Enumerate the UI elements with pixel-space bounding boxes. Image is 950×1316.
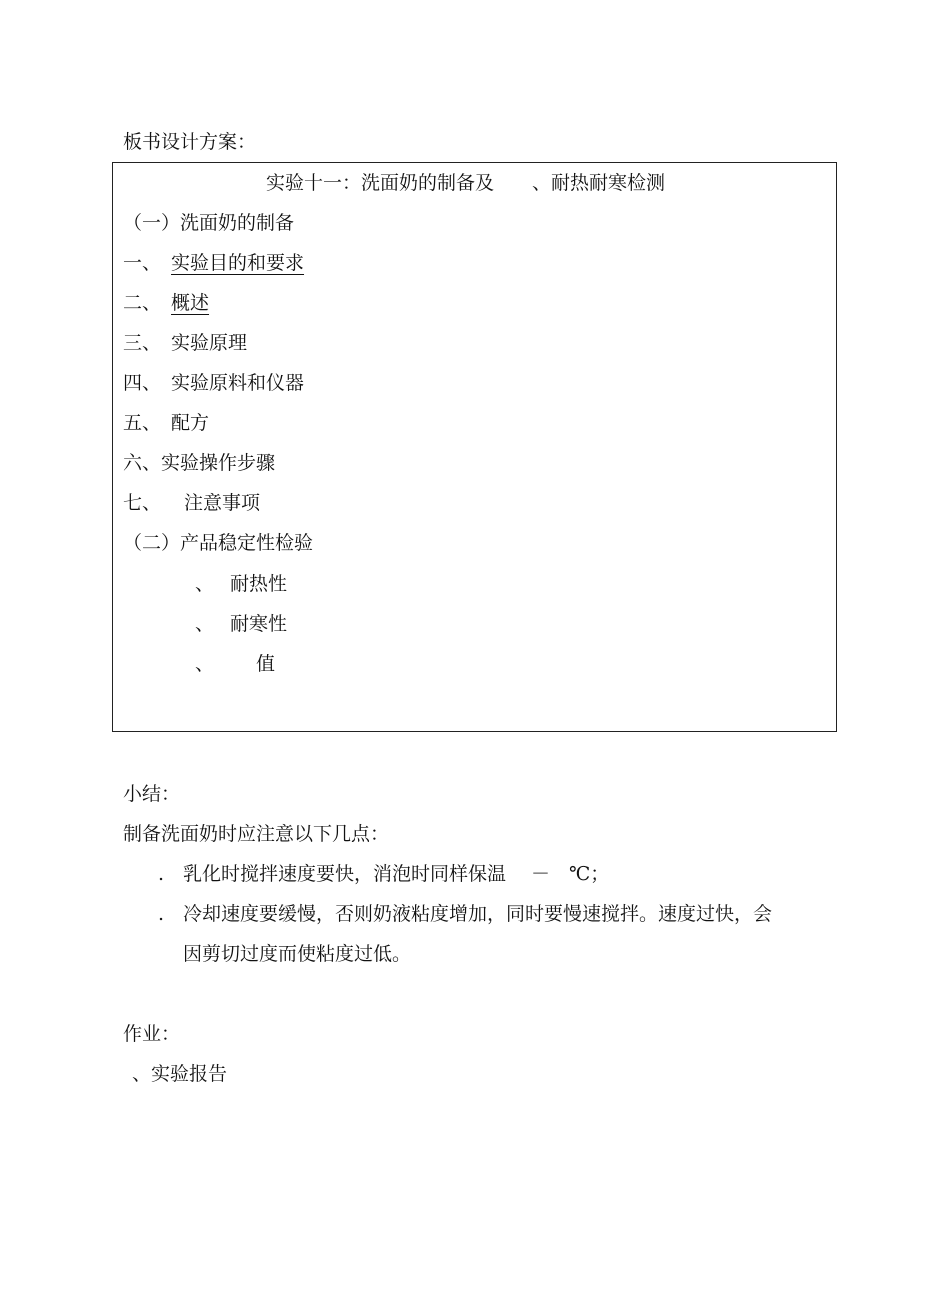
item-label: 实验原理 bbox=[171, 332, 248, 354]
list-item bbox=[195, 652, 275, 676]
item-label: 注意事项 bbox=[184, 492, 261, 514]
summary-heading: 小结： bbox=[123, 783, 181, 805]
board-title: 实验十一：洗面奶的制备及 、耐热耐寒检测 bbox=[266, 172, 666, 194]
summary-point-marker: . bbox=[158, 903, 165, 925]
item-number: 、 bbox=[195, 573, 215, 595]
list-item bbox=[123, 251, 304, 275]
item-number: 四、 bbox=[123, 372, 162, 394]
item-label: 实验操作步骤 bbox=[161, 452, 276, 474]
homework-item: 、实验报告 bbox=[132, 1063, 228, 1085]
list-item bbox=[195, 612, 287, 636]
list-item bbox=[123, 411, 209, 435]
item-number: 三、 bbox=[123, 332, 162, 354]
item-number: 一、 bbox=[123, 252, 162, 274]
item-label: 实验目的和要求 bbox=[171, 252, 305, 274]
summary-point-text: 冷却速度要缓慢，否则奶液粘度增加，同时要慢速搅拌。速度过快，会 bbox=[183, 903, 773, 925]
item-number: 、 bbox=[195, 653, 215, 675]
list-item bbox=[123, 371, 304, 395]
summary-point-text-continued: 因剪切过度而使粘度过低。 bbox=[183, 943, 412, 965]
list-item bbox=[123, 491, 260, 515]
part2-heading: （二）产品稳定性检验 bbox=[123, 532, 314, 554]
summary-point-marker: . bbox=[158, 863, 165, 885]
summary-intro: 制备洗面奶时应注意以下几点： bbox=[123, 823, 390, 845]
item-label: 实验原料和仪器 bbox=[171, 372, 305, 394]
summary-point-text: 乳化时搅拌速度要快，消泡时同样保温 － ℃； bbox=[183, 863, 610, 885]
item-label: 值 bbox=[256, 653, 276, 675]
list-item bbox=[123, 331, 247, 355]
list-item bbox=[123, 451, 275, 475]
item-number: 五、 bbox=[123, 412, 162, 434]
item-label: 耐热性 bbox=[230, 573, 288, 595]
homework-heading: 作业： bbox=[123, 1023, 181, 1045]
item-label: 耐寒性 bbox=[230, 613, 288, 635]
item-number: 六、 bbox=[123, 452, 162, 474]
board-design-heading: 板书设计方案： bbox=[123, 131, 257, 153]
part1-heading: （一）洗面奶的制备 bbox=[123, 212, 295, 234]
list-item bbox=[195, 572, 287, 596]
item-label: 配方 bbox=[171, 412, 210, 434]
board-design-box bbox=[112, 162, 837, 732]
item-label: 概述 bbox=[171, 292, 210, 314]
item-number: 二、 bbox=[123, 292, 162, 314]
item-number: 七、 bbox=[123, 492, 162, 514]
list-item bbox=[123, 291, 209, 315]
item-number: 、 bbox=[195, 613, 215, 635]
